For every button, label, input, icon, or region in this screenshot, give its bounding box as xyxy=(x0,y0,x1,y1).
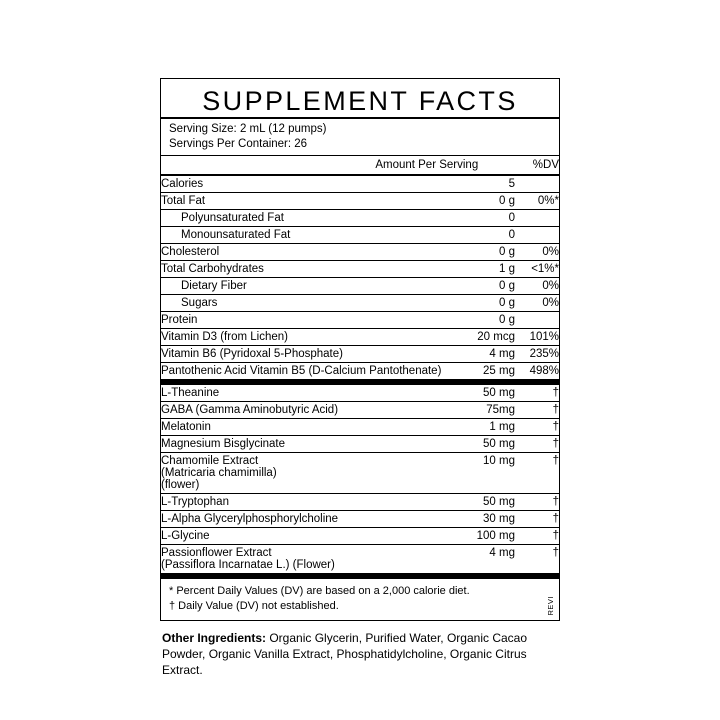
row-daily-value: † xyxy=(552,387,559,400)
row-name: Passionflower Extract (Passiflora Incarnatae L.) (Flower) xyxy=(161,545,445,574)
row-amount: 50 mg xyxy=(483,387,515,400)
servings-per-container: Servings Per Container: 26 xyxy=(169,137,308,150)
table-row xyxy=(161,545,559,574)
nutrients-table xyxy=(161,176,559,379)
row-amount: 0 g xyxy=(445,295,515,312)
row-amount: 0 g xyxy=(445,244,515,261)
table-row xyxy=(161,329,559,346)
row-name: Sugars xyxy=(161,295,445,312)
table-row xyxy=(161,346,559,363)
row-name: GABA (Gamma Aminobutyric Acid) xyxy=(161,402,445,419)
supplement-facts-box xyxy=(160,78,560,621)
row-name: Vitamin D3 (from Lichen) xyxy=(161,329,445,346)
footnotes xyxy=(161,579,559,620)
row-daily-value: † xyxy=(515,511,559,528)
row-name: Total Fat xyxy=(161,193,445,210)
column-header-dv: %DV xyxy=(532,159,559,172)
row-name: L-Tryptophan xyxy=(161,494,445,511)
row-amount: 25 mg xyxy=(445,363,515,380)
row-amount: 0 xyxy=(445,227,515,244)
row-name: Cholesterol xyxy=(161,244,445,261)
table-row xyxy=(161,210,559,227)
row-name: Polyunsaturated Fat xyxy=(161,210,445,227)
row-amount: 0 g xyxy=(445,193,515,210)
row-amount: 1 mg xyxy=(445,419,515,436)
row-amount: 0 xyxy=(445,210,515,227)
row-daily-value: 0% xyxy=(515,278,559,295)
table-row xyxy=(161,528,559,545)
row-amount: 20 mcg xyxy=(445,329,515,346)
table-row xyxy=(161,511,559,528)
table-row xyxy=(161,494,559,511)
row-daily-value: † xyxy=(515,494,559,511)
row-name: L-Theanine xyxy=(161,387,220,400)
supplement-facts-panel xyxy=(160,78,560,678)
row-name: Monounsaturated Fat xyxy=(161,227,445,244)
row-daily-value: 235% xyxy=(515,346,559,363)
table-row xyxy=(161,363,559,380)
table-row xyxy=(161,227,559,244)
other-ingredients-text: Organic Glycerin, Purified Water, Organic Cacao Powder, Organic Vanilla Extract, Phosphatidylcholine, Organic Citrus Extract. xyxy=(162,630,528,678)
row-amount: 5 xyxy=(508,178,515,191)
row-name: Chamomile Extract (Matricaria chamimilla) (flower) xyxy=(161,453,445,494)
page-title: SUPPLEMENT FACTS xyxy=(202,86,518,116)
table-header-row xyxy=(161,156,559,174)
other-ingredients xyxy=(160,621,560,679)
nutrients-table-body xyxy=(161,176,559,379)
row-amount: 30 mg xyxy=(445,511,515,528)
column-header-amount: Amount Per Serving xyxy=(375,159,479,172)
row-daily-value xyxy=(515,176,559,193)
row-amount: 4 mg xyxy=(445,545,515,574)
table-row xyxy=(161,295,559,312)
table-row xyxy=(161,193,559,210)
nutrition-table xyxy=(161,156,559,174)
table-row xyxy=(161,419,559,436)
footnote-dagger: † Daily Value (DV) not established. xyxy=(169,599,339,612)
row-daily-value xyxy=(515,227,559,244)
row-amount: 10 mg xyxy=(445,453,515,494)
row-amount: 1 g xyxy=(445,261,515,278)
row-name: L-Alpha Glycerylphosphorylcholine xyxy=(161,511,445,528)
row-amount: 75mg xyxy=(445,402,515,419)
ingredients-table-body xyxy=(161,385,559,573)
ingredients-table xyxy=(161,385,559,573)
footnote-daily-values: * Percent Daily Values (DV) are based on a 2,000 calorie diet. xyxy=(169,585,470,598)
row-daily-value: 0%* xyxy=(515,193,559,210)
row-name: Vitamin B6 (Pyridoxal 5-Phosphate) xyxy=(161,346,445,363)
row-amount: 50 mg xyxy=(445,494,515,511)
serving-size: Serving Size: 2 mL (12 pumps) xyxy=(169,123,327,136)
other-ingredients-label: Other Ingredients: xyxy=(162,630,267,645)
table-row xyxy=(161,436,559,453)
row-daily-value xyxy=(515,312,559,329)
row-name: Melatonin xyxy=(161,419,445,436)
row-name: Pantothenic Acid Vitamin B5 (D-Calcium Pantothenate) xyxy=(161,363,445,380)
row-daily-value: 101% xyxy=(515,329,559,346)
row-daily-value: <1%* xyxy=(515,261,559,278)
row-daily-value: † xyxy=(515,402,559,419)
row-daily-value: 0% xyxy=(515,295,559,312)
row-amount: 100 mg xyxy=(445,528,515,545)
row-daily-value xyxy=(515,210,559,227)
table-row xyxy=(161,312,559,329)
table-row xyxy=(161,278,559,295)
row-daily-value: 0% xyxy=(515,244,559,261)
table-row xyxy=(161,244,559,261)
row-daily-value: † xyxy=(515,436,559,453)
row-daily-value: † xyxy=(515,453,559,494)
row-name: Protein xyxy=(161,312,445,329)
side-code-label: REVI xyxy=(545,596,555,616)
row-name: Total Carbohydrates xyxy=(161,261,445,278)
row-amount: 0 g xyxy=(445,312,515,329)
table-row xyxy=(161,453,559,494)
row-daily-value: 498% xyxy=(515,363,559,380)
row-daily-value: † xyxy=(515,545,559,574)
row-name: Calories xyxy=(161,178,204,191)
nutrition-table-body xyxy=(161,156,559,174)
row-daily-value: † xyxy=(515,528,559,545)
row-amount: 50 mg xyxy=(445,436,515,453)
row-name: L-Glycine xyxy=(161,528,445,545)
row-name: Dietary Fiber xyxy=(161,278,445,295)
serving-info xyxy=(161,119,559,155)
table-row xyxy=(161,176,559,193)
table-row xyxy=(161,261,559,278)
row-amount: 4 mg xyxy=(445,346,515,363)
row-daily-value: † xyxy=(515,419,559,436)
row-amount: 0 g xyxy=(445,278,515,295)
table-row xyxy=(161,385,559,402)
table-row xyxy=(161,402,559,419)
row-name: Magnesium Bisglycinate xyxy=(161,436,445,453)
